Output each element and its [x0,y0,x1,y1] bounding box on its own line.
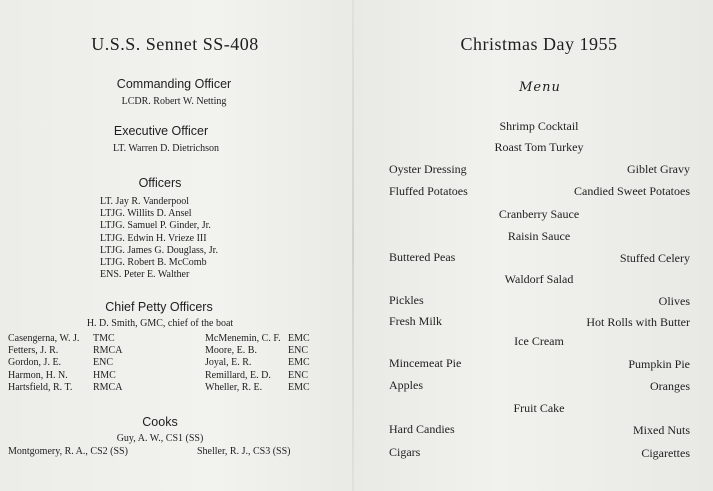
menu-item: Shrimp Cocktail [499,119,579,133]
menu-label: Menu [519,80,561,95]
menu-item: Pickles [389,293,424,307]
menu-item: Raisin Sauce [507,229,571,243]
menu-item: Cranberry Sauce [498,207,580,221]
menu-item: Candied Sweet Potatoes [574,184,690,198]
menu-item: Pumpkin Pie [628,357,690,371]
cpo-name: Hartsfield, R. T. [8,381,73,393]
menu-item: Apples [389,378,423,392]
commanding-officer-heading: Commanding Officer [116,77,232,91]
commanding-officer-name: LCDR. Robert W. Netting [121,96,227,107]
cook-item: Guy, A. W., CS1 (SS) [116,433,204,444]
cpo-name: Remillard, E. D. [205,369,271,381]
cooks-heading: Cooks [142,415,178,429]
executive-officer-name: LT. Warren D. Dietrichson [113,143,219,154]
menu-item: Oranges [650,379,690,393]
menu-item: Stuffed Celery [619,251,690,265]
cpo-name: Casengerna, W. J. [8,333,80,344]
menu-item: Hard Candies [389,422,455,436]
menu-item: Fresh Milk [389,314,443,328]
officer-item: LTJG. Samuel P. Ginder, Jr. [100,220,211,232]
cpo-rate: ENC [288,369,308,381]
menu-item: Cigarettes [641,446,690,460]
cpo-name: Fetters, J. R. [8,345,59,357]
cpo-rate: TMC [93,333,115,344]
cpo-rate: RMCA [93,381,123,393]
chief-of-the-boat: H. D. Smith, GMC, chief of the boat [86,318,234,329]
cpo-rate: ENC [93,357,113,369]
menu-item: Mincemeat Pie [389,356,462,370]
cpo-name: Moore, E. B. [205,345,257,357]
menu-item: Waldorf Salad [504,272,574,286]
cook-item: Montgomery, R. A., CS2 (SS) [8,446,128,457]
officer-item: LTJG. Edwin H. Vrieze III [100,232,207,244]
officer-item: LTJG. James G. Douglass, Jr. [100,244,218,256]
cpo-rate: EMC [288,381,310,393]
cpo-rate: EMC [288,357,310,369]
menu-item: Fluffed Potatoes [389,184,468,198]
menu-item: Ice Cream [514,334,564,348]
cpo-name: Gordon, J. E. [8,357,62,369]
menu-item: Cigars [389,445,421,459]
menu-item: Giblet Gravy [627,162,690,176]
cpo-name: Harmon, H. N. [8,369,68,381]
officers-list [100,196,218,281]
cpo-rate: ENC [288,345,308,357]
officer-item: LTJG. Willits D. Ansel [100,208,192,220]
cpo-rate: RMCA [93,345,123,357]
officers-heading: Officers [138,176,182,190]
cpo-rate: EMC [288,333,310,344]
page-fold [352,0,354,491]
executive-officer-heading: Executive Officer [113,124,209,138]
cpo-name: Wheller, R. E. [205,381,263,393]
menu-item: Roast Tom Turkey [494,140,584,154]
ship-title: U.S.S. Sennet SS-408 [91,34,259,54]
menu-item: Olives [658,294,690,308]
chief-petty-officers-heading: Chief Petty Officers [105,300,213,314]
menu-item: Buttered Peas [389,250,456,264]
officer-item: ENS. Peter E. Walther [100,269,190,281]
cpo-rate: HMC [93,369,116,381]
menu-item: Oyster Dressing [389,162,467,176]
cpo-name: Joyal, E. R. [205,357,252,369]
page-title: Christmas Day 1955 [460,34,618,54]
officer-item: LTJG. Robert B. McComb [100,256,207,268]
cpo-name: McMenemin, C. F. [205,333,281,344]
officer-item: LT. Jay R. Vanderpool [100,196,189,207]
cook-item: Sheller, R. J., CS3 (SS) [197,446,291,457]
menu-item: Mixed Nuts [633,423,690,437]
menu-item: Fruit Cake [513,401,565,415]
menu-item: Hot Rolls with Butter [586,315,690,329]
